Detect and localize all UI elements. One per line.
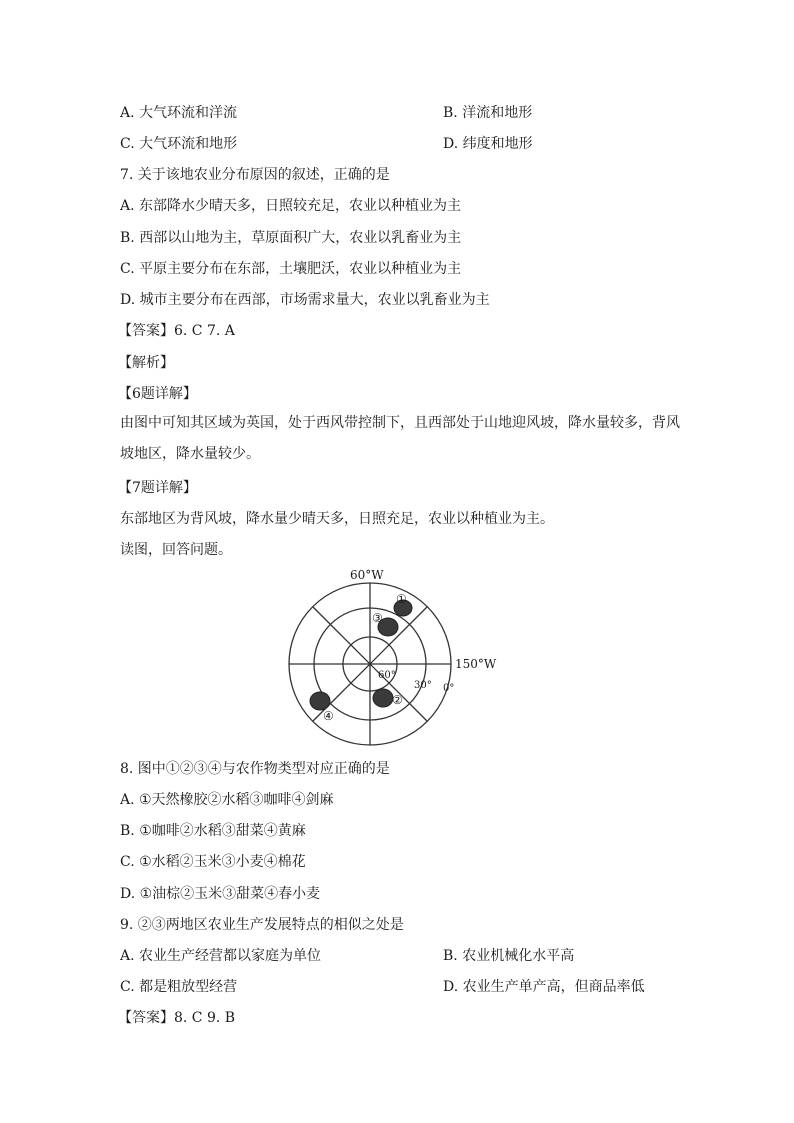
q9-option-d: D. 农业生产单产高，但商品率低 xyxy=(443,979,645,995)
q9-option-a: A. 农业生产经营都以家庭为单位 xyxy=(120,948,322,964)
label-lat-30: 30° xyxy=(414,680,432,691)
q8-option-b: B. ①咖啡②水稻③甜菜④黄麻 xyxy=(120,823,306,839)
read-prompt: 读图，回答问题。 xyxy=(120,542,232,558)
q7-stem: 7. 关于该地农业分布原因的叙述，正确的是 xyxy=(120,167,390,183)
label-60w: 60°W xyxy=(350,568,384,582)
q8-stem: 8. 图中①②③④与农作物类型对应正确的是 xyxy=(120,761,390,777)
q6-option-a: A. 大气环流和洋流 xyxy=(120,105,238,121)
polar-projection-diagram xyxy=(286,564,516,750)
q6-option-d: D. 纬度和地形 xyxy=(443,136,533,152)
q7-detail-text: 东部地区为背风坡，降水量少晴天多，日照充足，农业以种植业为主。 xyxy=(120,511,554,527)
q6-option-c: C. 大气环流和地形 xyxy=(120,136,238,152)
q9-stem: 9. ②③两地区农业生产发展特点的相似之处是 xyxy=(120,917,404,933)
label-lat-60: 60° xyxy=(378,670,396,681)
q8-option-d: D. ①油棕②玉米③甜菜④春小麦 xyxy=(120,886,321,902)
q8-option-a: A. ①天然橡胶②水稻③咖啡④剑麻 xyxy=(120,792,334,808)
analysis-heading: 【解析】 xyxy=(118,355,174,371)
q9-option-c: C. 都是粗放型经营 xyxy=(120,979,238,995)
q7-option-c: C. 平原主要分布在东部，土壤肥沃，农业以种植业为主 xyxy=(120,261,462,277)
answer-6-7: 【答案】6. C 7. A xyxy=(118,323,235,339)
q6-detail-text: 由图中可知其区域为英国，处于西风带控制下，且西部处于山地迎风坡，降水量较多，背风坡地区，降水量较少。 xyxy=(120,415,680,462)
q6-detail-heading: 【6题详解】 xyxy=(118,386,197,402)
label-150w: 150°W xyxy=(455,657,497,671)
q7-detail-heading: 【7题详解】 xyxy=(118,480,197,496)
label-lat-0: 0° xyxy=(443,683,455,694)
marker-2: ② xyxy=(392,693,403,707)
marker-4: ④ xyxy=(323,709,334,723)
q7-option-a: A. 东部降水少晴天多，日照较充足，农业以种植业为主 xyxy=(120,198,462,214)
marker-1: ① xyxy=(396,592,407,606)
q9-option-b: B. 农业机械化水平高 xyxy=(443,948,575,964)
region-2-blob xyxy=(373,689,393,707)
q7-option-b: B. 西部以山地为主，草原面积广大，农业以乳畜业为主 xyxy=(120,230,462,246)
answer-8-9: 【答案】8. C 9. B xyxy=(118,1010,236,1026)
q6-option-b: B. 洋流和地形 xyxy=(443,105,533,121)
region-4-blob xyxy=(310,692,330,710)
q7-option-d: D. 城市主要分布在西部，市场需求量大，农业以乳畜业为主 xyxy=(120,292,490,308)
q8-option-c: C. ①水稻②玉米③小麦④棉花 xyxy=(120,854,306,870)
marker-3: ③ xyxy=(372,611,383,625)
